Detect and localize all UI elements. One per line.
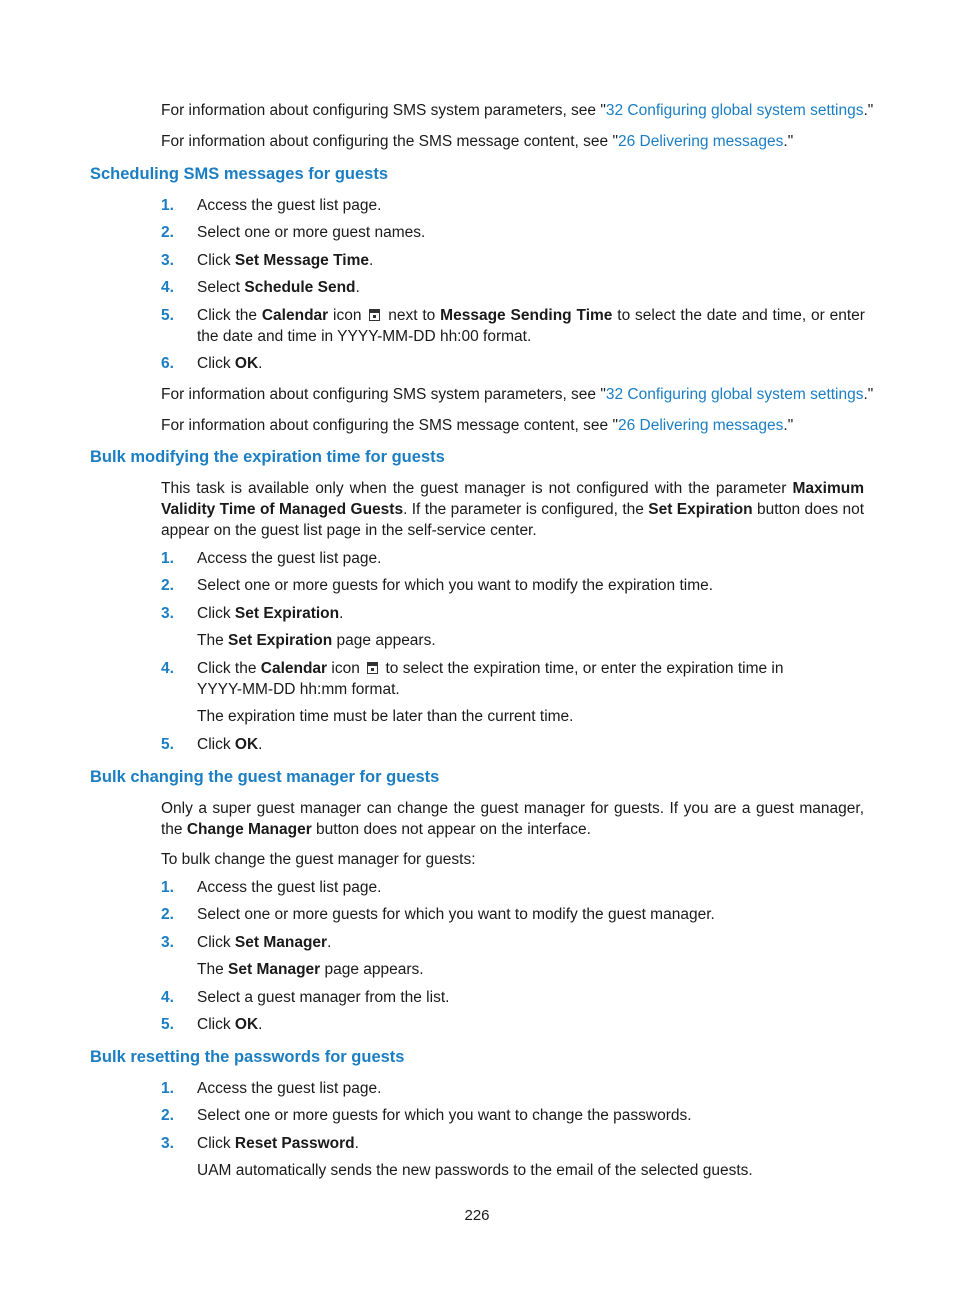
step-text: Select one or more guests for which you want to modify the expiration time. xyxy=(197,577,714,594)
step-text: Click Set Message Time. xyxy=(197,252,374,269)
step-text: Click Set Manager. xyxy=(197,934,332,951)
calendar-icon[interactable] xyxy=(369,309,380,321)
step-number: 3. xyxy=(161,1135,174,1152)
section-heading-bulk-manager: Bulk changing the guest manager for guests xyxy=(90,768,440,786)
intro-paragraph-2 xyxy=(161,131,793,152)
step-text: Select one or more guests for which you want to modify the guest manager. xyxy=(197,906,715,923)
step-note: The Set Manager page appears. xyxy=(197,961,424,978)
intro-paragraph-1 xyxy=(161,100,873,121)
text: ." xyxy=(863,386,874,403)
link-global-system-settings[interactable]: 32 Configuring global system settings xyxy=(605,386,864,403)
text: For information about configuring SMS system parameters, see " xyxy=(161,102,606,119)
section2-intro: This task is available only when the guest manager is not configured with the parameter Maximum Validity Time of Managed Guests. If the parameter is configured, the Set Expiration button does not appear on the guest list page in the self-service center. xyxy=(161,480,864,539)
link-delivering-messages[interactable]: 26 Delivering messages xyxy=(617,417,784,434)
step-text: Click OK. xyxy=(197,1016,263,1033)
section-heading-scheduling-sms: Scheduling SMS messages for guests xyxy=(90,165,388,183)
section-heading-bulk-reset-passwords: Bulk resetting the passwords for guests xyxy=(90,1048,405,1066)
text: ." xyxy=(783,417,794,434)
section1-paragraph-1 xyxy=(161,384,873,405)
step-number: 3. xyxy=(161,934,174,951)
page-number: 226 xyxy=(464,1207,490,1224)
section3-intro: Only a super guest manager can change the guest manager for guests. If you are a guest manager, the Change Manager button does not appear on the interface. xyxy=(161,800,864,838)
step-text: Access the guest list page. xyxy=(197,197,382,214)
step-number: 5. xyxy=(161,1016,174,1033)
link-global-system-settings[interactable]: 32 Configuring global system settings xyxy=(605,102,864,119)
step-number: 5. xyxy=(161,736,174,753)
step-number: 5. xyxy=(161,307,174,324)
step-text: Select Schedule Send. xyxy=(197,279,360,296)
step-number: 1. xyxy=(161,879,174,896)
text: For information about configuring SMS system parameters, see " xyxy=(161,386,606,403)
section-heading-bulk-expiration: Bulk modifying the expiration time for guests xyxy=(90,448,445,466)
step-number: 3. xyxy=(161,252,174,269)
step-number: 1. xyxy=(161,1080,174,1097)
text: ." xyxy=(863,102,874,119)
step-text: Select a guest manager from the list. xyxy=(197,989,450,1006)
step-note: UAM automatically sends the new passwords to the email of the selected guests. xyxy=(197,1162,753,1179)
step-number: 4. xyxy=(161,279,174,296)
step-note: The Set Expiration page appears. xyxy=(197,632,436,649)
section3-lead: To bulk change the guest manager for guests: xyxy=(161,851,476,868)
step-note: The expiration time must be later than the current time. xyxy=(197,708,574,725)
step-number: 3. xyxy=(161,605,174,622)
step-text: Click OK. xyxy=(197,355,263,372)
step-number: 4. xyxy=(161,660,174,677)
section1-paragraph-2 xyxy=(161,415,793,436)
step-number: 2. xyxy=(161,1107,174,1124)
step-text: Access the guest list page. xyxy=(197,879,382,896)
step-number: 2. xyxy=(161,224,174,241)
step-text: Access the guest list page. xyxy=(197,1080,382,1097)
step-text: Click Set Expiration. xyxy=(197,605,344,622)
step-text: Select one or more guests for which you want to change the passwords. xyxy=(197,1107,692,1124)
step-number: 2. xyxy=(161,577,174,594)
step-number: 2. xyxy=(161,906,174,923)
calendar-icon[interactable] xyxy=(367,662,378,674)
step-text: Click the Calendar icon next to Message Sending Time to select the date and time, or enter the date and time in YYYY-MM-DD hh:00 format. xyxy=(197,307,865,345)
step-number: 1. xyxy=(161,550,174,567)
step-text: Access the guest list page. xyxy=(197,550,382,567)
step-text: Click the Calendar icon to select the expiration time, or enter the expiration time in YYYY-MM-DD hh:mm format. xyxy=(197,660,784,698)
step-text: Click OK. xyxy=(197,736,263,753)
step-text: Click Reset Password. xyxy=(197,1135,359,1152)
text: For information about configuring the SMS message content, see " xyxy=(161,417,618,434)
step-number: 6. xyxy=(161,355,174,372)
step-number: 4. xyxy=(161,989,174,1006)
text: For information about configuring the SMS message content, see " xyxy=(161,133,618,150)
step-text: Select one or more guest names. xyxy=(197,224,426,241)
step-number: 1. xyxy=(161,197,174,214)
link-delivering-messages[interactable]: 26 Delivering messages xyxy=(617,133,784,150)
text: ." xyxy=(783,133,794,150)
